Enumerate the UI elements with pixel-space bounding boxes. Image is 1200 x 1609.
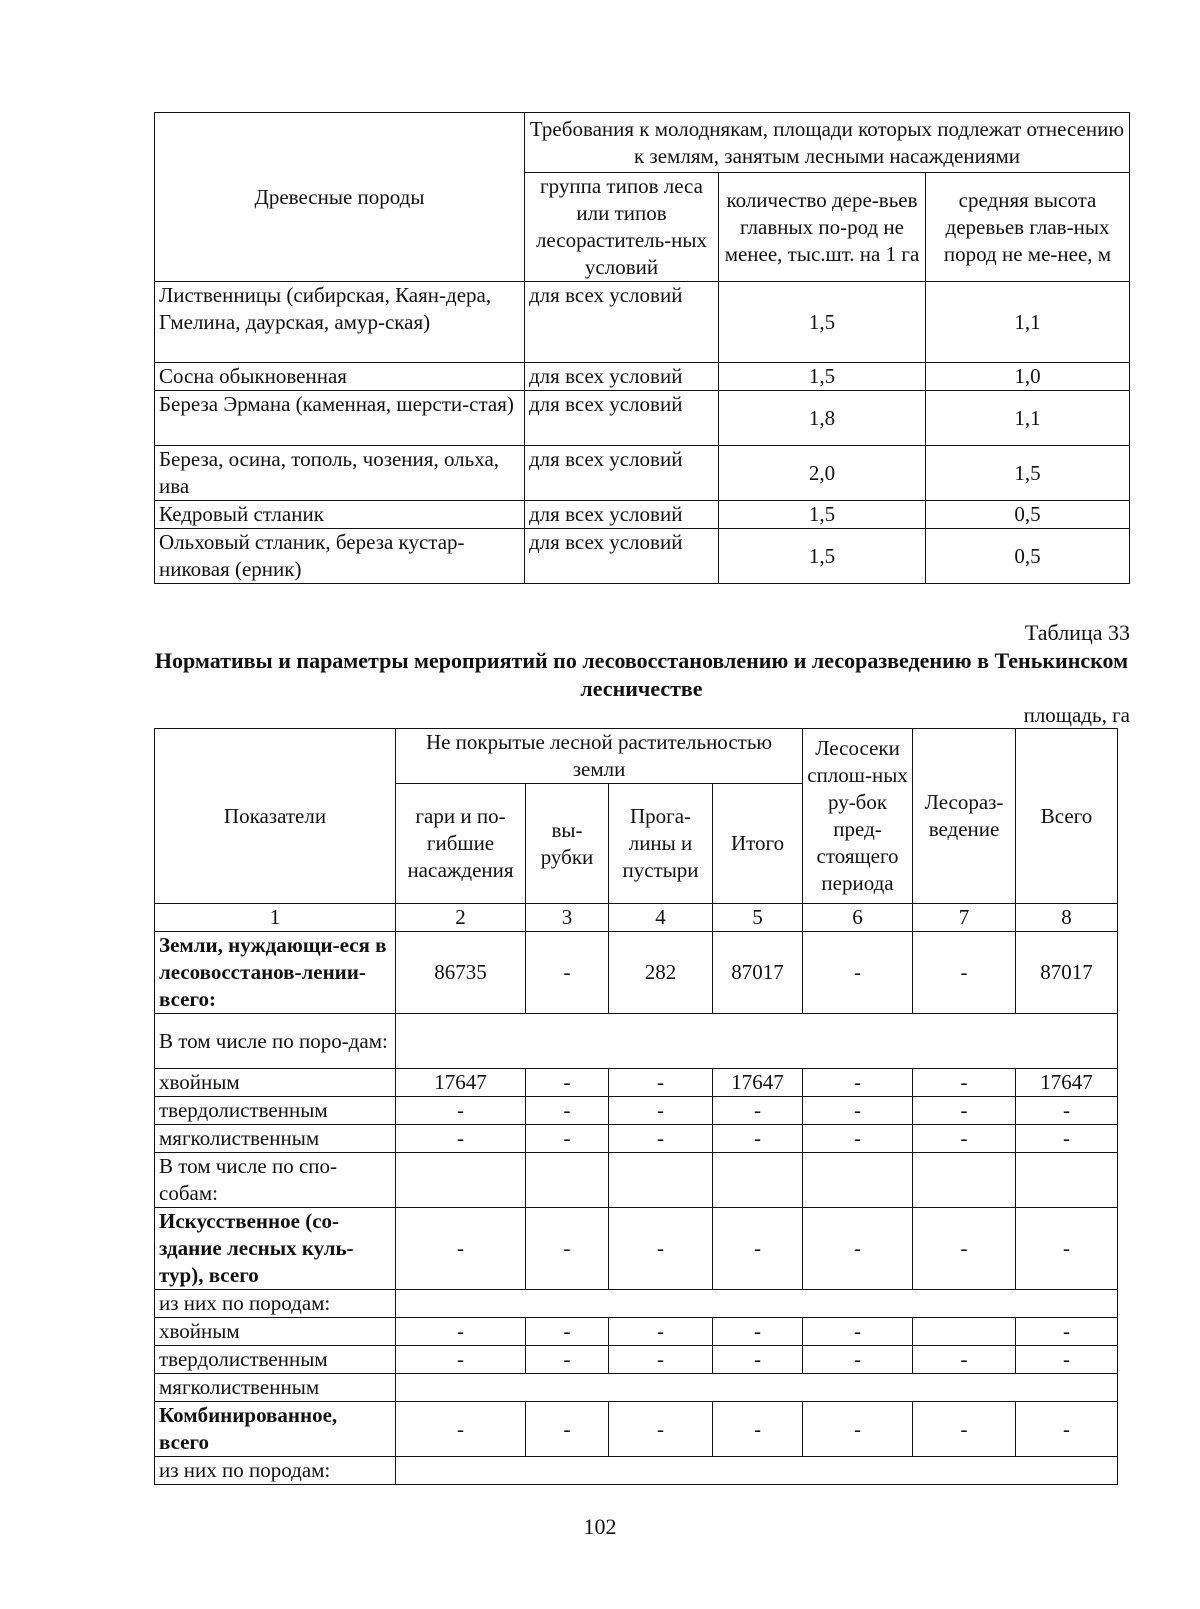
table-row: Земли, нуждающи-еся в лесовосстанов-лении- всего: 86735 - 282 87017 - - 87017 [155, 932, 1118, 1014]
table-row: В том числе по спо-собам: [155, 1153, 1118, 1208]
header-cut: вы-рубки [526, 784, 609, 904]
column-numbers-row: 1 2 3 4 5 6 7 8 [155, 904, 1118, 932]
table-row: из них по породам: [155, 1290, 1118, 1318]
header-cutting-areas: Лесосеки сплош-ных ру-бок пред-стоящего периода [803, 729, 913, 904]
table-row: Ольховый стланик, береза кустар-никовая (ерник) для всех условий 1,5 0,5 [155, 529, 1130, 584]
table-row: хвойным 17647 - - 17647 - - 17647 [155, 1069, 1118, 1097]
header-tree-count: количество дере-вьев главных по-род не менее, тыс.шт. на 1 га [719, 173, 926, 282]
header-height: средняя высота деревьев глав-ных пород не ме-нее, м [926, 173, 1130, 282]
header-not-covered: Не покрытые лесной растительностью земли [396, 729, 803, 784]
unit-note: площадь, га [1023, 703, 1130, 727]
header-afforestation: Лесораз-ведение [913, 729, 1016, 904]
header-subtotal: Итого [713, 784, 803, 904]
table-caption: Таблица 33 [1024, 620, 1130, 645]
table-title: Нормативы и параметры мероприятий по лесовосстановлению и лесоразведению в Тенькинском лесничестве [154, 648, 1129, 701]
header-species: Древесные породы [155, 113, 525, 282]
table-row: мягколиственным - - - - - - - [155, 1125, 1118, 1153]
table-row: Комбинированное, всего - - - - - - - [155, 1402, 1118, 1457]
table-row: твердолиственным - - - - - - - [155, 1097, 1118, 1125]
table-row: Лиственницы (сибирская, Каян-дера, Гмелина, даурская, амур-ская) для всех условий 1,5 1,1 [155, 282, 1130, 363]
header-glades: Прога-лины и пустыри [609, 784, 713, 904]
table-row: хвойным - - - - - - [155, 1318, 1118, 1346]
table-row: твердолиственным - - - - - - - [155, 1346, 1118, 1374]
table-row: из них по породам: [155, 1457, 1118, 1485]
requirements-table [154, 112, 1130, 584]
table-row: Береза Эрмана (каменная, шерсти-стая) для всех условий 1,8 1,1 [155, 391, 1130, 446]
header-burned: гари и по-гибшие насаждения [396, 784, 526, 904]
table-row: мягколиственным [155, 1374, 1118, 1402]
page-number: 102 [583, 1514, 617, 1539]
table-row: В том числе по поро-дам: [155, 1014, 1118, 1069]
header-total: Всего [1016, 729, 1118, 904]
table-row: Искусственное (со-здание лесных куль-тур), всего - - - - - - - [155, 1208, 1118, 1290]
header-indicators: Показатели [155, 729, 396, 904]
reforestation-table [154, 728, 1118, 1485]
header-requirements: Требования к молоднякам, площади которых подлежат отнесению к землям, занятым лесными насаждениями [525, 113, 1130, 173]
header-forest-type: группа типов леса или типов лесораститель-ных условий [525, 173, 719, 282]
table-row: Кедровый стланик для всех условий 1,5 0,5 [155, 501, 1130, 529]
table-row: Береза, осина, тополь, чозения, ольха, ива для всех условий 2,0 1,5 [155, 446, 1130, 501]
table-row: Сосна обыкновенная для всех условий 1,5 1,0 [155, 363, 1130, 391]
